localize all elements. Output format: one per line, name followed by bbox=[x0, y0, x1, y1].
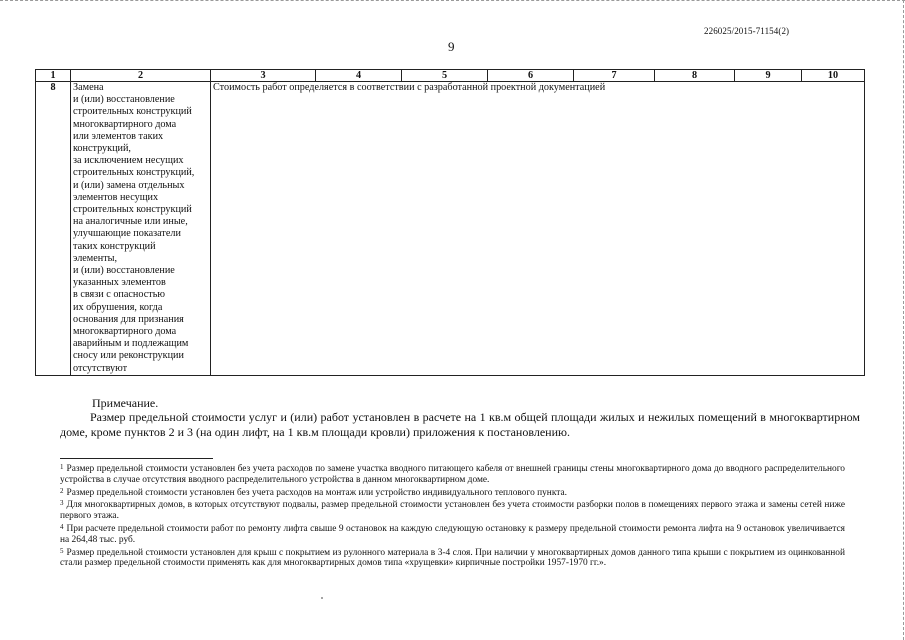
footnote-mark: 2 bbox=[60, 486, 64, 495]
footnote-mark: 1 bbox=[60, 463, 64, 471]
column-number-header: 2 bbox=[71, 70, 211, 82]
work-name-line: таких конструкций bbox=[73, 240, 156, 252]
footnote-4 bbox=[60, 522, 845, 546]
footnote-mark: 3 bbox=[60, 499, 64, 508]
merged-cost-cell: Стоимость работ определяется в соответствии с разработанной проектной документацией bbox=[211, 82, 865, 376]
work-name-line: сносу или реконструкции bbox=[73, 350, 184, 362]
column-number-header: 7 bbox=[574, 70, 655, 82]
work-name-cell bbox=[71, 82, 211, 376]
footnotes bbox=[60, 462, 845, 569]
note-text: Размер предельной стоимости услуг и (или) работ установлен в расчете на 1 кв.м общей площади жилых и нежилых помещений в многоквартирном доме, кроме пунктов 2 и 3 (на один лифт, на 1 кв.м площади кровли) приложения к постановлению. bbox=[60, 410, 860, 439]
scan-edge-top bbox=[0, 0, 905, 2]
table-row bbox=[36, 82, 865, 376]
work-name-line: строительных конструкций bbox=[73, 106, 192, 118]
column-number-header: 10 bbox=[802, 70, 865, 82]
work-name-line: за исключением несущих bbox=[73, 155, 184, 167]
column-number-header: 4 bbox=[316, 70, 402, 82]
page-number: 9 bbox=[448, 39, 455, 54]
work-name-line: их обрушения, когда bbox=[73, 301, 163, 313]
work-name-line: в связи с опасностью bbox=[73, 289, 165, 301]
footnote-text: Размер предельной стоимости установлен для крыш с покрытием из рулонного материала в 3-4 слоя. При наличии у многоквартирных домов данного типа крыши с покрытием из оцинкованной стали размер предельной стоимости применять как для многоквартирных домов типа «хрущевки» кирпичные постройки 1957-1970 гг.». bbox=[60, 547, 845, 569]
column-number-header: 9 bbox=[735, 70, 802, 82]
work-name-line: строительных конструкций bbox=[73, 204, 192, 216]
column-number-header: 3 bbox=[211, 70, 316, 82]
cost-table bbox=[35, 69, 865, 376]
work-name-line: многоквартирного дома bbox=[73, 118, 177, 130]
row-number: 8 bbox=[36, 82, 71, 376]
footnote-mark: 5 bbox=[60, 546, 64, 555]
work-name-line: отсутствуют bbox=[73, 362, 128, 374]
work-name-line: улучшающие показатели bbox=[73, 228, 181, 240]
work-name-line: указанных элементов bbox=[73, 277, 166, 289]
column-number-header: 8 bbox=[655, 70, 735, 82]
work-name-line: аварийным и подлежащим bbox=[73, 338, 189, 350]
work-name-line: элементы, bbox=[73, 252, 118, 264]
footnote-mark: 4 bbox=[60, 522, 64, 531]
footnote-text: Размер предельной стоимости установлен без учета расходов на монтаж или устройство индивидуального теплового пункта. bbox=[66, 487, 567, 498]
table-header-row bbox=[36, 70, 865, 82]
work-name-line: или элементов таких bbox=[73, 130, 164, 142]
work-name-line: и (или) восстановление bbox=[73, 94, 175, 106]
work-name-line: конструкций, bbox=[73, 143, 131, 155]
work-name-line: основания для признания bbox=[73, 313, 184, 325]
footnote-1 bbox=[60, 462, 845, 486]
column-number-header: 6 bbox=[488, 70, 574, 82]
scan-edge-right bbox=[902, 0, 904, 640]
scan-speck bbox=[321, 597, 323, 599]
work-name-line: строительных конструкций, bbox=[73, 167, 195, 179]
note-title: Примечание. bbox=[92, 396, 159, 410]
footnote-2 bbox=[60, 486, 845, 499]
footnote-divider bbox=[60, 458, 213, 459]
document-number: 226025/2015-71154(2) bbox=[704, 26, 790, 36]
footnote-5 bbox=[60, 546, 845, 570]
work-name-line: Замена bbox=[73, 82, 104, 93]
column-number-header: 1 bbox=[36, 70, 71, 82]
footnote-text: При расчете предельной стоимости работ по ремонту лифта свыше 9 остановок на каждую следующую остановку к размеру предельной стоимости ремонта лифта на 9 остановок увеличивается на 264,48 тыс. руб. bbox=[60, 523, 845, 545]
footnote-3 bbox=[60, 498, 845, 522]
footnote-text: Для многоквартирных домов, в которых отсутствуют подвалы, размер предельной стоимости установлен без учета стоимости разборки полов в помещениях первого этажа и замены сетей ниже первого этажа. bbox=[60, 500, 845, 522]
work-name-line: элементов несущих bbox=[73, 191, 159, 203]
work-name-line: и (или) восстановление bbox=[73, 265, 175, 277]
column-number-header: 5 bbox=[402, 70, 488, 82]
work-name-line: и (или) замена отдельных bbox=[73, 179, 185, 191]
footnote-text: Размер предельной стоимости установлен без учета расходов по замене участка вводного питающего кабеля от внешней границы стены многоквартирного дома до вводного распределительного устройства в случае отсутствия вводного распределительного устройства в данном многоквартирном доме. bbox=[60, 464, 845, 485]
work-name-line: на аналогичные или иные, bbox=[73, 216, 188, 228]
work-name-line: многоквартирного дома bbox=[73, 326, 177, 338]
